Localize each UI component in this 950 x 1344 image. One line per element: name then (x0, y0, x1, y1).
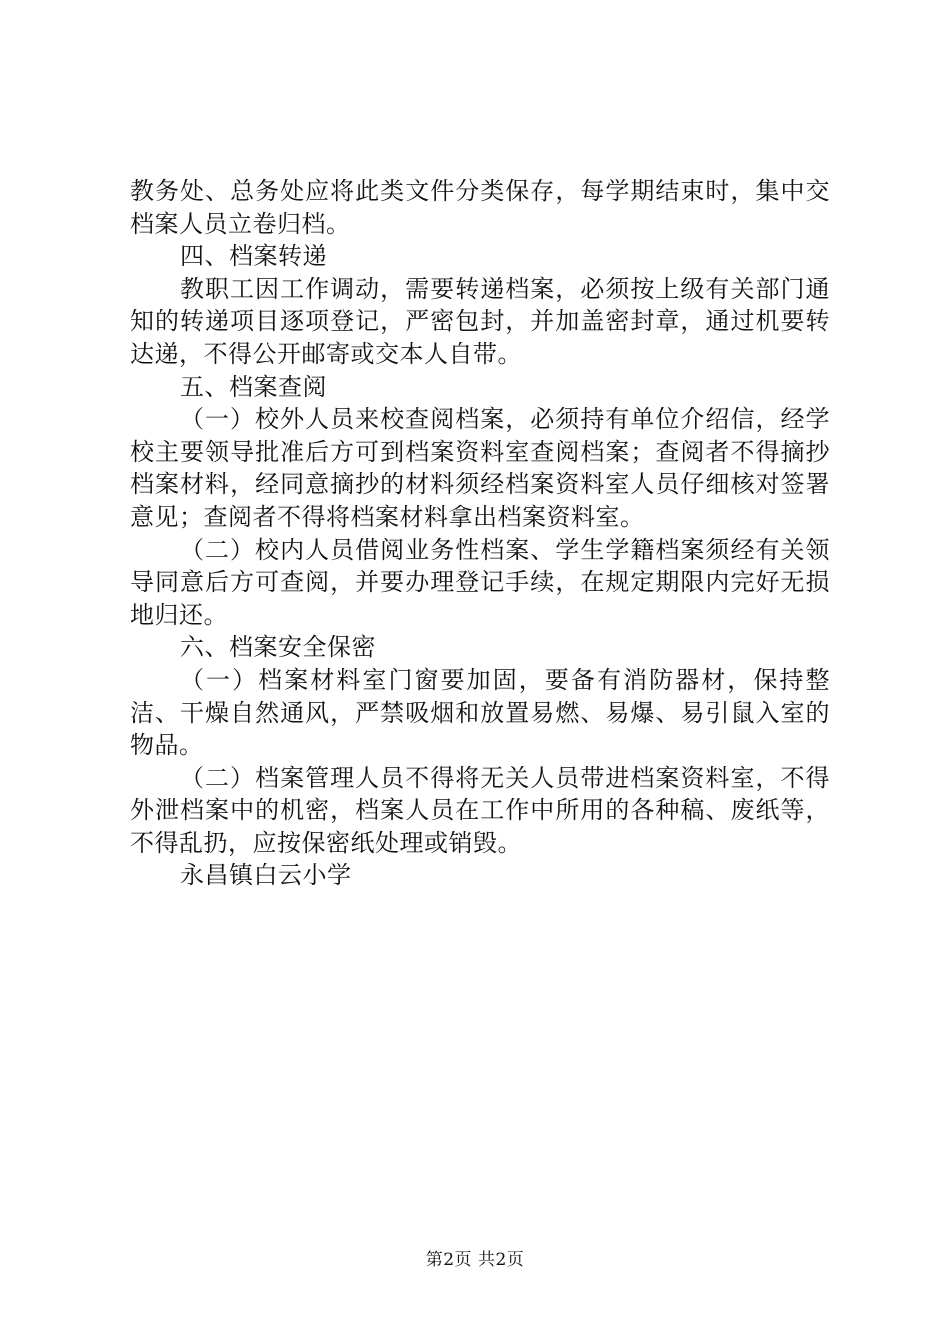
section-heading-transfer: 四、档案转递 (180, 242, 327, 271)
paragraph-consult-internal: （二）校内人员借阅业务性档案、学生学籍档案须经有关领导同意后方可查阅，并要办理登记手续，在规定期限内完好无损地归还。 (130, 535, 830, 629)
paragraph-consult-external: （一）校外人员来校查阅档案，必须持有单位介绍信，经学校主要领导批准后方可到档案资料室查阅档案；查阅者不得摘抄档案材料，经同意摘抄的材料须经档案资料室人员仔细核对签署意见；查阅者不得将档案材料拿出档案资料室。 (130, 405, 830, 531)
paragraph-transfer: 教职工因工作调动，需要转递档案，必须按上级有关部门通知的转递项目逐项登记，严密包封，并加盖密封章，通过机要转达递，不得公开邮寄或交本人自带。 (130, 274, 830, 368)
paragraph-security-staff: （二）档案管理人员不得将无关人员带进档案资料室，不得外泄档案中的机密，档案人员在工作中所用的各种稿、废纸等，不得乱扔，应按保密纸处理或销毁。 (130, 763, 830, 857)
section-heading-security: 六、档案安全保密 (180, 633, 376, 662)
page-footer: 第2页 共2页 (425, 1250, 525, 1270)
signature-school-name: 永昌镇白云小学 (180, 861, 352, 890)
paragraph-archive-filing: 教务处、总务处应将此类文件分类保存，每学期结束时，集中交档案人员立卷归档。 (130, 177, 830, 238)
section-heading-consult: 五、档案查阅 (180, 372, 327, 401)
paragraph-security-room: （一）档案材料室门窗要加固，要备有消防器材，保持整洁、干燥自然通风，严禁吸烟和放置易燃、易爆、易引鼠入室的物品。 (130, 665, 830, 760)
document-body (130, 175, 830, 892)
